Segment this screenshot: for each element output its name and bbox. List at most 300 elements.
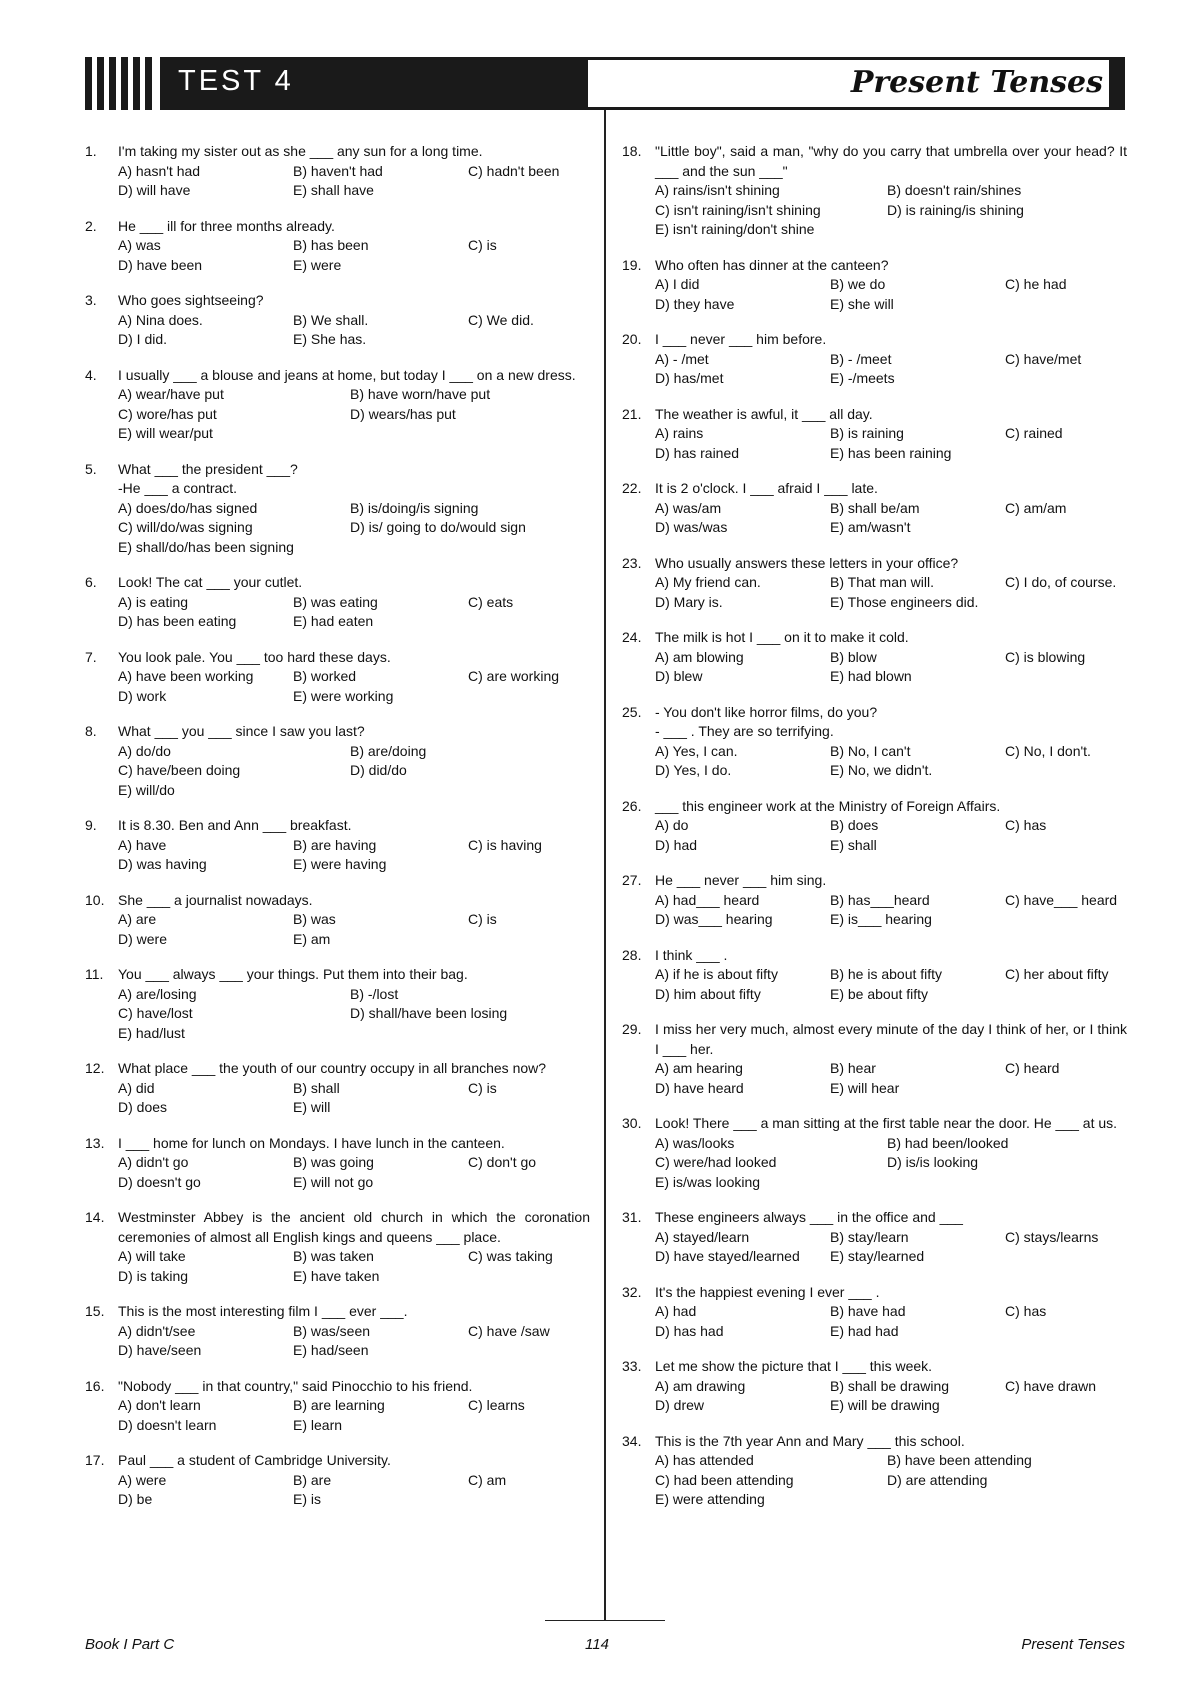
question-stem: It is 8.30. Ben and Ann ___ breakfast. — [118, 817, 352, 833]
answer-option-c[interactable]: C) her about fifty — [1005, 966, 1109, 982]
answer-option-c[interactable]: C) stays/learns — [1005, 1228, 1099, 1245]
answer-option-d[interactable]: D) blew — [655, 668, 703, 684]
question-number: 10. — [85, 891, 105, 908]
answer-option-a[interactable]: A) was — [118, 237, 161, 253]
answer-options — [655, 1228, 1127, 1267]
answer-option-b[interactable]: B) we do — [830, 276, 886, 292]
answer-option-a[interactable]: A) stayed/learn — [655, 1228, 750, 1245]
answer-option-d[interactable]: D) be — [118, 1491, 153, 1507]
answer-option-b[interactable]: B) - /meet — [830, 350, 892, 367]
answer-option-d[interactable]: D) is raining/is shining — [887, 201, 1024, 218]
question-30 — [622, 1114, 1127, 1192]
answer-option-a[interactable]: A) Yes, I can. — [655, 742, 738, 759]
question-26 — [622, 797, 1127, 856]
answer-option-d[interactable]: D) does — [118, 1099, 168, 1115]
question-stem: Paul ___ a student of Cambridge University. — [118, 1452, 391, 1468]
answer-option-b[interactable]: B) shall be drawing — [830, 1377, 950, 1394]
question-3 — [85, 291, 590, 350]
question-stem: The weather is awful, it ___ all day. — [655, 405, 873, 422]
question-7 — [85, 648, 590, 707]
answer-option-c[interactable]: C) is — [468, 237, 497, 253]
answer-option-c[interactable]: C) hadn't been — [468, 162, 560, 179]
question-stem: This is the 7th year Ann and Mary ___ this school. — [655, 1432, 965, 1449]
question-12 — [85, 1059, 590, 1118]
question-number: 31. — [622, 1209, 642, 1225]
answer-options — [118, 385, 590, 444]
answer-option-e[interactable]: E) Those engineers did. — [830, 593, 979, 610]
question-stem: Who usually answers these letters in your office? — [655, 554, 959, 571]
answer-option-e[interactable]: E) will/do — [118, 781, 175, 798]
question-number: 14. — [85, 1209, 105, 1225]
question-number: 11. — [85, 966, 104, 982]
answer-option-d[interactable]: D) they have — [655, 295, 735, 312]
answer-option-a[interactable]: A) does/do/has signed — [118, 499, 258, 516]
question-15 — [85, 1302, 590, 1361]
question-number: 25. — [622, 703, 642, 720]
question-number: 33. — [622, 1358, 642, 1374]
answer-option-b[interactable]: B) are/doing — [350, 742, 427, 759]
question-number: 15. — [85, 1303, 105, 1319]
question-13 — [85, 1134, 590, 1193]
question-2 — [85, 217, 590, 276]
answer-option-b[interactable]: B) We shall. — [293, 311, 369, 328]
question-column-right — [622, 142, 1127, 1526]
answer-option-c[interactable]: C) rained — [1005, 425, 1063, 441]
question-column-left — [85, 142, 590, 1526]
answer-option-a[interactable]: A) are — [118, 911, 157, 927]
question-11 — [85, 965, 590, 1043]
answer-options — [655, 499, 1127, 538]
answer-option-b[interactable]: B) was/seen — [293, 1322, 371, 1339]
answer-option-c[interactable]: C) have drawn — [1005, 1377, 1097, 1394]
answer-option-b[interactable]: B) is/doing/is signing — [350, 499, 479, 516]
answer-option-d[interactable]: D) drew — [655, 1397, 705, 1413]
answer-option-b[interactable]: B) does — [830, 817, 879, 833]
question-18 — [622, 142, 1127, 240]
answer-option-c[interactable]: C) is — [468, 911, 497, 927]
answer-option-e[interactable]: E) shall have — [293, 182, 374, 198]
question-stem: I think ___ . — [655, 946, 728, 963]
answer-option-e[interactable]: E) am/wasn't — [830, 519, 911, 535]
question-14 — [85, 1208, 590, 1286]
answer-option-d[interactable]: D) doesn't go — [118, 1173, 201, 1190]
answer-option-a[interactable]: A) am hearing — [655, 1060, 743, 1076]
answer-option-e[interactable]: E) will hear — [830, 1079, 900, 1096]
answer-option-c[interactable]: C) was taking — [468, 1248, 553, 1264]
answer-option-b[interactable]: B) was — [293, 911, 336, 927]
question-stem: She ___ a journalist nowadays. — [118, 891, 313, 908]
answer-option-d[interactable]: D) have/seen — [118, 1342, 202, 1358]
answer-option-d[interactable]: D) is/is looking — [887, 1154, 979, 1170]
answer-option-b[interactable]: B) That man will. — [830, 574, 934, 590]
question-stem: - You don't like horror films, do you? - ___ . They are so terrifying. — [655, 703, 878, 739]
answer-option-b[interactable]: B) stay/learn — [830, 1228, 909, 1245]
topic-title: Present Tenses — [850, 65, 1103, 100]
question-33 — [622, 1357, 1127, 1416]
answer-option-c[interactable]: C) have/lost — [118, 1005, 193, 1021]
answer-option-c[interactable]: C) wore/has put — [118, 405, 217, 422]
answer-options — [118, 742, 590, 801]
answer-option-d[interactable]: D) had — [655, 836, 698, 853]
answer-option-a[interactable]: A) have been working — [118, 668, 254, 684]
question-stem: I usually ___ a blouse and jeans at home, but today I ___ on a new dress. — [118, 366, 576, 383]
question-number: 27. — [622, 872, 642, 888]
answer-option-c[interactable]: C) am — [468, 1471, 507, 1488]
answer-option-e[interactable]: E) No, we didn't. — [830, 762, 933, 778]
answer-options — [655, 1377, 1127, 1416]
answer-options — [118, 1322, 590, 1361]
answer-options — [118, 1079, 590, 1118]
question-29 — [622, 1020, 1127, 1098]
answer-option-e[interactable]: E) were — [293, 256, 342, 273]
answer-option-b[interactable]: B) blow — [830, 648, 877, 665]
answer-option-a[interactable]: A) am drawing — [655, 1377, 746, 1394]
answer-option-a[interactable]: A) wear/have put — [118, 386, 224, 402]
answer-options — [655, 1451, 1127, 1510]
answer-option-b[interactable]: B) has___heard — [830, 891, 930, 908]
answer-option-c[interactable]: C) is blowing — [1005, 648, 1086, 665]
answer-option-a[interactable]: A) do/do — [118, 742, 171, 759]
footer-book: Book I Part C — [85, 1636, 175, 1653]
answer-option-b[interactable]: B) No, I can't — [830, 742, 911, 759]
question-number: 20. — [622, 331, 642, 347]
question-34 — [622, 1432, 1127, 1510]
answer-option-a[interactable]: A) do — [655, 817, 689, 833]
answer-option-c[interactable]: C) are working — [468, 668, 560, 684]
question-stem: Look! There ___ a man sitting at the first table near the door. He ___ at us. — [655, 1115, 1118, 1131]
answer-option-d[interactable]: D) have been — [118, 256, 203, 273]
question-stem: He ___ never ___ him sing. — [655, 872, 827, 888]
answer-option-e[interactable]: E) she will — [830, 295, 894, 312]
answer-options — [655, 350, 1127, 389]
answer-option-c[interactable]: C) have___ heard — [1005, 891, 1118, 908]
answer-option-c[interactable]: C) has — [1005, 817, 1047, 833]
answer-options — [655, 648, 1127, 687]
answer-option-a[interactable]: A) had___ heard — [655, 891, 760, 908]
answer-option-e[interactable]: E) learn — [293, 1416, 343, 1433]
answer-option-e[interactable]: E) shall — [830, 836, 877, 853]
answer-option-c[interactable]: C) don't go — [468, 1154, 537, 1170]
question-number: 23. — [622, 554, 642, 571]
answer-option-d[interactable]: D) have stayed/learned — [655, 1248, 800, 1264]
answer-option-a[interactable]: A) were — [118, 1471, 167, 1488]
answer-options — [655, 275, 1127, 314]
answer-option-b[interactable]: B) shall be/am — [830, 499, 920, 516]
question-number: 12. — [85, 1060, 105, 1076]
question-16 — [85, 1377, 590, 1436]
question-stem: I ___ home for lunch on Mondays. I have lunch in the canteen. — [118, 1134, 505, 1151]
answer-options — [118, 311, 590, 350]
answer-option-a[interactable]: A) My friend can. — [655, 574, 761, 590]
answer-options — [118, 910, 590, 949]
answer-option-c[interactable]: C) have/been doing — [118, 762, 241, 778]
answer-option-d[interactable]: D) is/ going to do/would sign — [350, 519, 526, 535]
question-number: 32. — [622, 1283, 642, 1300]
footer-topic: Present Tenses — [1021, 1636, 1125, 1653]
answer-option-a[interactable]: A) has attended — [655, 1452, 754, 1468]
answer-option-d[interactable]: D) was having — [118, 856, 207, 872]
answer-options — [655, 573, 1127, 612]
answer-option-e[interactable]: E) had had — [830, 1322, 899, 1339]
answer-options — [118, 593, 590, 632]
answer-option-d[interactable]: D) will have — [118, 182, 191, 198]
question-9 — [85, 816, 590, 875]
answer-option-e[interactable]: E) had/seen — [293, 1342, 369, 1358]
answer-option-e[interactable]: E) had blown — [830, 668, 912, 684]
answer-option-c[interactable]: C) isn't raining/isn't shining — [655, 201, 821, 218]
question-27 — [622, 871, 1127, 930]
answer-option-e[interactable]: E) were attending — [655, 1491, 765, 1507]
answer-option-b[interactable]: B) doesn't rain/shines — [887, 182, 1022, 198]
answer-option-e[interactable]: E) will not go — [293, 1173, 374, 1190]
answer-options — [655, 424, 1127, 463]
answer-option-a[interactable]: A) was/am — [655, 499, 722, 516]
answer-option-b[interactable]: B) was taken — [293, 1248, 374, 1264]
answer-option-b[interactable]: B) had been/looked — [887, 1134, 1009, 1151]
answer-options — [118, 1153, 590, 1192]
question-stem: It is 2 o'clock. I ___ afraid I ___ late. — [655, 480, 878, 496]
question-stem: The milk is hot I ___ on it to make it cold. — [655, 629, 909, 645]
question-21 — [622, 405, 1127, 464]
question-number: 30. — [622, 1115, 642, 1131]
answer-option-a[interactable]: A) rains — [655, 425, 704, 441]
answer-option-e[interactable]: E) were working — [293, 687, 394, 704]
answer-options — [118, 162, 590, 201]
answer-option-a[interactable]: A) am blowing — [655, 648, 744, 665]
answer-option-e[interactable]: E) shall/do/has been signing — [118, 538, 294, 555]
answer-option-c[interactable]: C) had been attending — [655, 1471, 794, 1488]
answer-option-d[interactable]: D) Mary is. — [655, 593, 723, 610]
answer-option-e[interactable]: E) stay/learned — [830, 1248, 925, 1264]
question-stem: These engineers always ___ in the office and ___ — [655, 1209, 963, 1225]
question-10 — [85, 891, 590, 950]
answer-option-d[interactable]: D) is taking — [118, 1267, 189, 1284]
answer-option-b[interactable]: B) has been — [293, 237, 369, 253]
test-label: TEST 4 — [178, 65, 294, 97]
answer-options — [118, 667, 590, 706]
answer-option-e[interactable]: E) is — [293, 1491, 321, 1507]
answer-options — [118, 499, 590, 558]
question-stem: Who goes sightseeing? — [118, 292, 264, 308]
answer-option-b[interactable]: B) haven't had — [293, 162, 383, 179]
answer-option-e[interactable]: E) She has. — [293, 331, 367, 347]
answer-option-c[interactable]: C) has — [1005, 1303, 1047, 1319]
answer-option-d[interactable]: D) has been eating — [118, 613, 237, 629]
answer-option-e[interactable]: E) will wear/put — [118, 425, 213, 441]
question-1 — [85, 142, 590, 201]
answer-option-e[interactable]: E) has been raining — [830, 444, 952, 461]
question-stem: You look pale. You ___ too hard these days. — [118, 648, 391, 665]
answer-option-d[interactable]: D) wears/has put — [350, 405, 456, 422]
answer-option-a[interactable]: A) did — [118, 1079, 155, 1096]
answer-options — [118, 1471, 590, 1510]
answer-option-a[interactable]: A) - /met — [655, 350, 709, 367]
answer-option-d[interactable]: D) were — [118, 930, 168, 947]
answer-option-e[interactable]: E) be about fifty — [830, 985, 929, 1002]
footer-page-number: 114 — [585, 1636, 609, 1653]
answer-option-a[interactable]: A) had — [655, 1303, 697, 1319]
question-number: 1. — [85, 143, 97, 159]
answer-options — [655, 742, 1127, 781]
question-24 — [622, 628, 1127, 687]
answer-option-a[interactable]: A) have — [118, 836, 167, 853]
answer-options — [118, 236, 590, 275]
answer-option-b[interactable]: B) are — [293, 1471, 332, 1488]
answer-options — [118, 1247, 590, 1286]
question-stem: I'm taking my sister out as she ___ any sun for a long time. — [118, 143, 483, 159]
question-stem: "Little boy", said a man, "why do you carry that umbrella over your head? It ___ and the sun ___" — [655, 143, 1127, 179]
answer-option-b[interactable]: B) shall — [293, 1079, 340, 1096]
answer-option-e[interactable]: E) had eaten — [293, 613, 374, 629]
answer-option-b[interactable]: B) have been attending — [887, 1452, 1032, 1468]
answer-options — [655, 181, 1127, 240]
answer-option-d[interactable]: D) has/met — [655, 370, 724, 386]
answer-option-d[interactable]: D) doesn't learn — [118, 1416, 217, 1433]
answer-option-d[interactable]: D) shall/have been losing — [350, 1005, 508, 1021]
answer-option-d[interactable]: D) has had — [655, 1322, 724, 1339]
answer-options — [655, 1059, 1127, 1098]
answer-option-a[interactable]: A) hasn't had — [118, 162, 201, 179]
question-number: 18. — [622, 143, 642, 159]
answer-option-d[interactable]: D) Yes, I do. — [655, 762, 732, 778]
answer-option-b[interactable]: B) are having — [293, 836, 377, 853]
answer-option-b[interactable]: B) is raining — [830, 425, 904, 441]
question-stem: Westminster Abbey is the ancient old church in which the coronation ceremonies of almost all English kings and queens ___ place. — [118, 1209, 590, 1245]
question-17 — [85, 1451, 590, 1510]
answer-option-b[interactable]: B) was eating — [293, 593, 378, 610]
answer-option-e[interactable]: E) -/meets — [830, 370, 895, 386]
answer-option-e[interactable]: E) were having — [293, 856, 387, 872]
question-stem: ___ this engineer work at the Ministry of Foreign Affairs. — [655, 797, 1001, 814]
answer-option-d[interactable]: D) work — [118, 687, 167, 704]
answer-option-a[interactable]: A) was/looks — [655, 1134, 735, 1151]
question-number: 2. — [85, 217, 97, 234]
answer-option-e[interactable]: E) isn't raining/don't shine — [655, 221, 815, 237]
question-8 — [85, 722, 590, 800]
question-stem: What ___ you ___ since I saw you last? — [118, 723, 365, 739]
answer-option-d[interactable]: D) have heard — [655, 1079, 744, 1096]
answer-option-e[interactable]: E) am — [293, 930, 331, 947]
question-number: 29. — [622, 1021, 642, 1037]
answer-option-b[interactable]: B) -/lost — [350, 985, 399, 1002]
answer-option-c[interactable]: C) have /saw — [468, 1322, 550, 1339]
answer-option-e[interactable]: E) is/was looking — [655, 1173, 761, 1190]
question-stem: You ___ always ___ your things. Put them into their bag. — [118, 966, 468, 982]
header-stripes — [85, 57, 153, 110]
question-number: 24. — [622, 629, 642, 645]
answer-option-d[interactable]: D) him about fifty — [655, 985, 761, 1002]
question-number: 34. — [622, 1432, 642, 1449]
answer-options — [118, 985, 590, 1044]
answer-options — [118, 1396, 590, 1435]
answer-option-a[interactable]: A) are/losing — [118, 985, 197, 1002]
question-stem: This is the most interesting film I ___ ever ___. — [118, 1303, 408, 1319]
question-5 — [85, 460, 590, 558]
answer-options — [655, 816, 1127, 855]
question-stem: Who often has dinner at the canteen? — [655, 256, 889, 273]
answer-option-e[interactable]: E) is___ hearing — [830, 911, 932, 927]
answer-options — [655, 965, 1127, 1004]
answer-option-c[interactable]: C) is having — [468, 836, 542, 853]
answer-option-e[interactable]: E) have taken — [293, 1267, 380, 1284]
answer-option-e[interactable]: E) will — [293, 1099, 331, 1115]
header-test-label-bar — [160, 57, 585, 110]
question-6 — [85, 573, 590, 632]
question-stem: He ___ ill for three months already. — [118, 217, 335, 234]
answer-option-a[interactable]: A) didn't go — [118, 1154, 189, 1170]
answer-option-d[interactable]: D) was/was — [655, 519, 728, 535]
answer-option-b[interactable]: B) have had — [830, 1303, 906, 1319]
answer-option-c[interactable]: C) he had — [1005, 276, 1067, 292]
answer-option-c[interactable]: C) learns — [468, 1397, 525, 1413]
question-31 — [622, 1208, 1127, 1267]
answer-option-b[interactable]: B) was going — [293, 1154, 374, 1170]
answer-option-b[interactable]: B) hear — [830, 1060, 876, 1076]
answer-options — [655, 891, 1127, 930]
question-number: 17. — [85, 1452, 105, 1468]
answer-option-b[interactable]: B) are learning — [293, 1397, 385, 1413]
answer-option-c[interactable]: C) No, I don't. — [1005, 742, 1091, 759]
answer-options — [655, 1134, 1127, 1193]
answer-option-a[interactable]: A) if he is about fifty — [655, 966, 778, 982]
answer-option-d[interactable]: D) did/do — [350, 762, 407, 778]
answer-option-d[interactable]: D) are attending — [887, 1471, 988, 1488]
answer-option-d[interactable]: D) was___ hearing — [655, 911, 773, 927]
answer-option-b[interactable]: B) he is about fifty — [830, 966, 943, 982]
answer-option-e[interactable]: E) had/lust — [118, 1024, 185, 1041]
answer-option-c[interactable]: C) am/am — [1005, 499, 1067, 516]
answer-option-a[interactable]: A) Nina does. — [118, 311, 203, 328]
answer-option-c[interactable]: C) will/do/was signing — [118, 519, 253, 535]
question-stem: I ___ never ___ him before. — [655, 331, 827, 347]
answer-option-c[interactable]: C) were/had looked — [655, 1154, 777, 1170]
question-number: 26. — [622, 797, 642, 814]
answer-option-a[interactable]: A) will take — [118, 1248, 186, 1264]
answer-option-d[interactable]: D) I did. — [118, 331, 168, 347]
question-number: 5. — [85, 460, 97, 477]
answer-option-c[interactable]: C) is — [468, 1079, 497, 1096]
question-stem: I miss her very much, almost every minute of the day I think of her, or I think I ___ her. — [655, 1021, 1127, 1057]
answer-option-c[interactable]: C) have/met — [1005, 350, 1082, 367]
question-number: 8. — [85, 723, 97, 739]
question-number: 3. — [85, 292, 97, 308]
answer-option-a[interactable]: A) rains/isn't shining — [655, 182, 780, 198]
answer-option-a[interactable]: A) is eating — [118, 593, 189, 610]
question-number: 9. — [85, 817, 97, 833]
answer-option-e[interactable]: E) will be drawing — [830, 1397, 940, 1413]
question-number: 7. — [85, 648, 97, 665]
answer-option-c[interactable]: C) heard — [1005, 1060, 1060, 1076]
answer-option-c[interactable]: C) We did. — [468, 311, 534, 328]
answer-option-c[interactable]: C) eats — [468, 593, 514, 610]
answer-option-a[interactable]: A) don't learn — [118, 1397, 201, 1413]
question-number: 28. — [622, 946, 642, 963]
question-32 — [622, 1283, 1127, 1342]
question-stem: Let me show the picture that I ___ this week. — [655, 1358, 933, 1374]
question-stem: What place ___ the youth of our country occupy in all branches now? — [118, 1060, 547, 1076]
answer-option-a[interactable]: A) I did — [655, 276, 700, 292]
question-23 — [622, 554, 1127, 613]
answer-option-c[interactable]: C) I do, of course. — [1005, 574, 1117, 590]
question-stem: What ___ the president ___? -He ___ a contract. — [118, 460, 298, 496]
answer-option-a[interactable]: A) didn't/see — [118, 1322, 196, 1339]
question-stem: "Nobody ___ in that country," said Pinocchio to his friend. — [118, 1377, 473, 1394]
answer-option-b[interactable]: B) worked — [293, 668, 357, 684]
answer-options — [118, 836, 590, 875]
answer-option-d[interactable]: D) has rained — [655, 444, 740, 461]
question-number: 22. — [622, 480, 642, 496]
answer-option-b[interactable]: B) have worn/have put — [350, 386, 491, 402]
